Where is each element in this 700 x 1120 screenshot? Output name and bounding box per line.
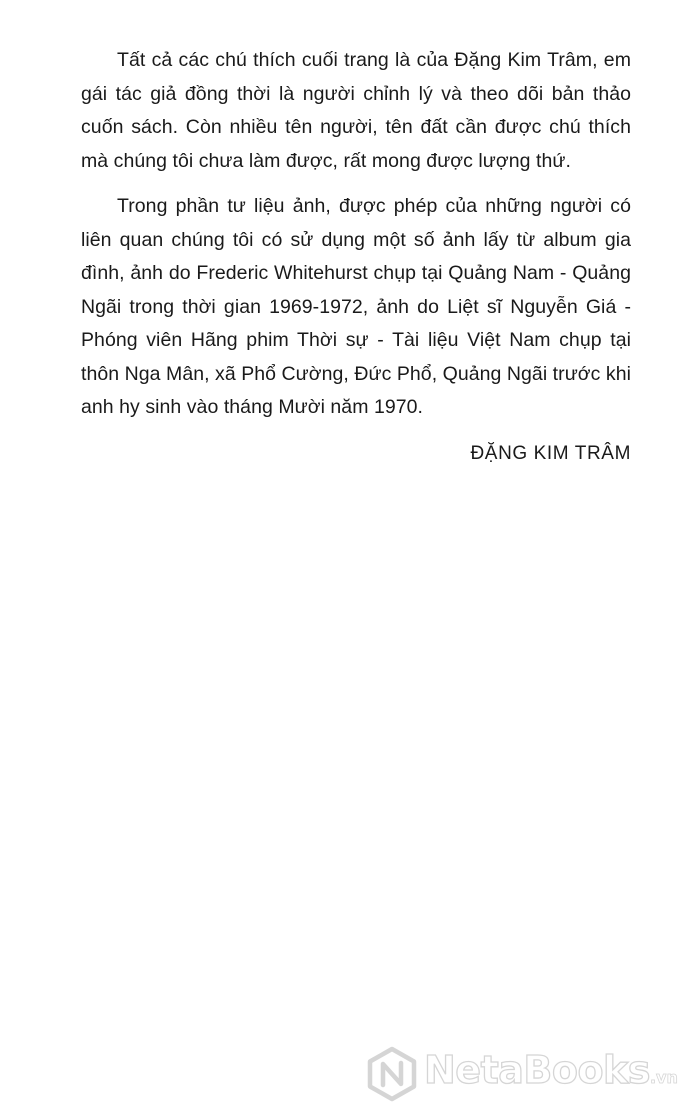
- watermark-suffix: .vn: [649, 1068, 678, 1087]
- paragraph-photo-sources: Trong phần tư liệu ảnh, được phép của những người có liên quan chúng tôi có sử dụng một số ảnh lấy từ album gia đình, ảnh do Frederic Whitehurst chụp tại Quảng Nam - Quảng Ngãi trong thời gian 1969-1972, ảnh do Liệt sĩ Nguyễn Giá - Phóng viên Hãng phim Thời sự - Tài liệu Việt Nam chụp tại thôn Nga Mân, xã Phổ Cường, Đức Phổ, Quảng Ngãi trước khi anh hy sinh vào tháng Mười năm 1970.: [81, 195, 631, 418]
- author-signature: ĐẶNG KIM TRÂM: [470, 442, 631, 464]
- watermark-text: [424, 1042, 678, 1106]
- watermark-brand: NetaBooks: [424, 1048, 650, 1092]
- watermark: [366, 1046, 691, 1102]
- page-body: [81, 44, 631, 469]
- paragraph-footnotes: Tất cả các chú thích cuối trang là của Đặng Kim Trâm, em gái tác giả đồng thời là người chỉnh lý và theo dõi bản thảo cuốn sách. Còn nhiều tên người, tên đất cần được chú thích mà chúng tôi chưa làm được, rất mong được lượng thứ.: [81, 49, 631, 172]
- netabooks-logo-icon: [366, 1046, 418, 1102]
